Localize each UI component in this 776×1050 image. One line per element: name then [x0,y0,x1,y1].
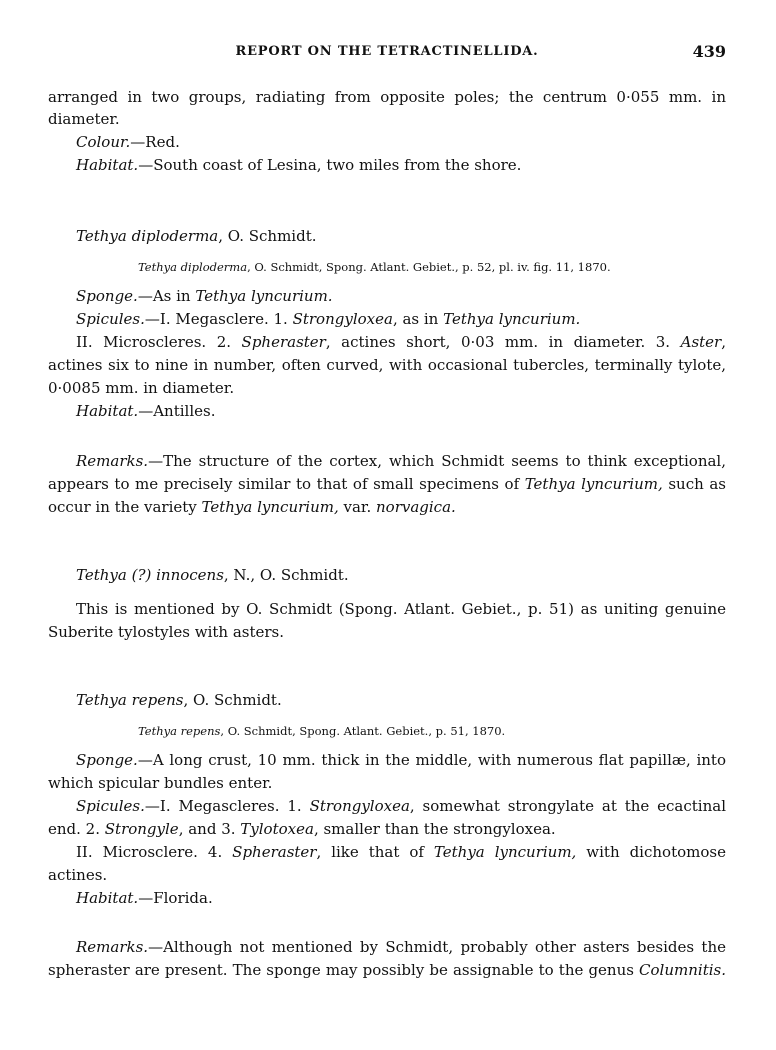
species-name: Tethya (?) innocens [76,566,224,584]
text-line: This is mentioned by O. Schmidt (Spong. Atlant. Gebiet., p. 51) as uniting genuine [76,600,726,618]
italic-term: Tethya lyncurium, [433,843,577,861]
text: , and 3. [178,820,241,838]
species-author: , O. Schmidt. [218,227,317,245]
text: with dichotomose [576,843,726,861]
habitat-line [76,887,726,909]
text: , like that of [316,843,434,861]
text: such as [662,475,726,493]
text: II. Microsclere. 4. [76,843,233,861]
text-line: which spicular bundles enter. [48,774,273,792]
species-name: Tethya diploderma [76,227,219,245]
species-heading-diploderma [76,225,726,247]
habitat-line [76,400,726,422]
sponge-line [76,285,726,307]
text: —I. Megasclere. 1. [144,310,293,328]
spicules-line [48,818,726,840]
text: occur in the variety [48,498,202,516]
sponge-line [76,749,726,771]
reference-line [138,723,728,739]
text: , as in [392,310,444,328]
text: —Although not mentioned by Schmidt, probably other asters besides the [148,938,726,956]
text-line: actines six to nine in number, often curved, with occasional tubercles, terminally tylote, [48,356,726,374]
spicules-label: Spicules. [76,797,145,815]
italic-term: Columnitis. [639,961,726,979]
remarks-line [48,496,726,518]
italic-term: Tethya lyncurium. [443,310,581,328]
habitat-text: —Antilles. [138,402,216,420]
colour-line [76,131,726,153]
habitat-label: Habitat. [76,889,139,907]
italic-term: Strongyloxea [309,797,410,815]
species-heading-repens [76,689,726,711]
sponge-label: Sponge. [76,751,138,769]
text: , smaller than the strongyloxea. [313,820,556,838]
text: var. [338,498,376,516]
page-number: 439 [692,42,726,61]
text: , [721,333,726,351]
species-author: , O. Schmidt. [183,691,282,709]
text-line: diameter. [48,110,120,128]
text: end. 2. [48,820,105,838]
italic-term: Aster [680,333,722,351]
habitat-text: —Florida. [138,889,213,907]
italic-term: Tethya lyncurium, [524,475,663,493]
text: —I. Megascleres. 1. [144,797,310,815]
text-line: arranged in two groups, radiating from opposite poles; the centrum 0·055 mm. in [48,88,726,106]
remarks-label: Remarks. [76,452,149,470]
text: appears to me precisely similar to that of small specimens of [48,475,525,493]
text: II. Microscleres. 2. [76,333,242,351]
text: spheraster are present. The sponge may possibly be assignable to the genus [48,961,640,979]
remarks-line [48,473,726,495]
remarks-line [48,959,726,981]
italic-term: Spheraster [241,333,326,351]
microscleres-line [76,331,726,353]
italic-term: norvagica. [376,498,456,516]
reference-text: , O. Schmidt, Spong. Atlant. Gebiet., p. 52, pl. iv. fig. 11, 1870. [247,260,611,274]
spicules-line [76,308,726,330]
habitat-text: —South coast of Lesina, two miles from the shore. [138,156,522,174]
reference-name: Tethya repens [138,724,221,738]
colour-text: —Red. [130,133,180,151]
remarks-line [76,936,726,958]
remarks-label: Remarks. [76,938,149,956]
species-heading-innocens [76,564,726,586]
running-head: REPORT ON THE TETRACTINELLIDA. [235,44,539,59]
text: , somewhat strongylate at the ecactinal [409,797,726,815]
italic-term: Strongyloxea [292,310,393,328]
species-name: Tethya repens [76,691,184,709]
text-line: actines. [48,866,108,884]
spicules-label: Spicules. [76,310,145,328]
remarks-line [76,450,726,472]
spicules-line [76,795,726,817]
microsclere-line [76,841,726,863]
reference-name: Tethya diploderma [138,260,248,274]
reference-text: , O. Schmidt, Spong. Atlant. Gebiet., p. 51, 1870. [220,724,506,738]
sponge-text: —A long crust, 10 mm. thick in the middle, with numerous flat papillæ, into [137,751,726,769]
italic-term: Strongyle [104,820,179,838]
sponge-text: —As in [137,287,196,305]
sponge-label: Sponge. [76,287,138,305]
sponge-ref: Tethya lyncurium. [195,287,333,305]
text-line: Suberite tylostyles with asters. [48,623,285,641]
text-line: 0·0085 mm. in diameter. [48,379,235,397]
text: —The structure of the cortex, which Schmidt seems to think exceptional, [148,452,726,470]
species-author: , N., O. Schmidt. [223,566,349,584]
habitat-label: Habitat. [76,156,139,174]
text: , actines short, 0·03 mm. in diameter. 3. [325,333,681,351]
reference-line [138,259,728,275]
italic-term: Tylotoxea [240,820,314,838]
page-header [48,44,726,68]
habitat-label: Habitat. [76,402,139,420]
italic-term: Spheraster [232,843,317,861]
colour-label: Colour. [76,133,131,151]
habitat-line [76,154,726,176]
italic-term: Tethya lyncurium, [201,498,339,516]
